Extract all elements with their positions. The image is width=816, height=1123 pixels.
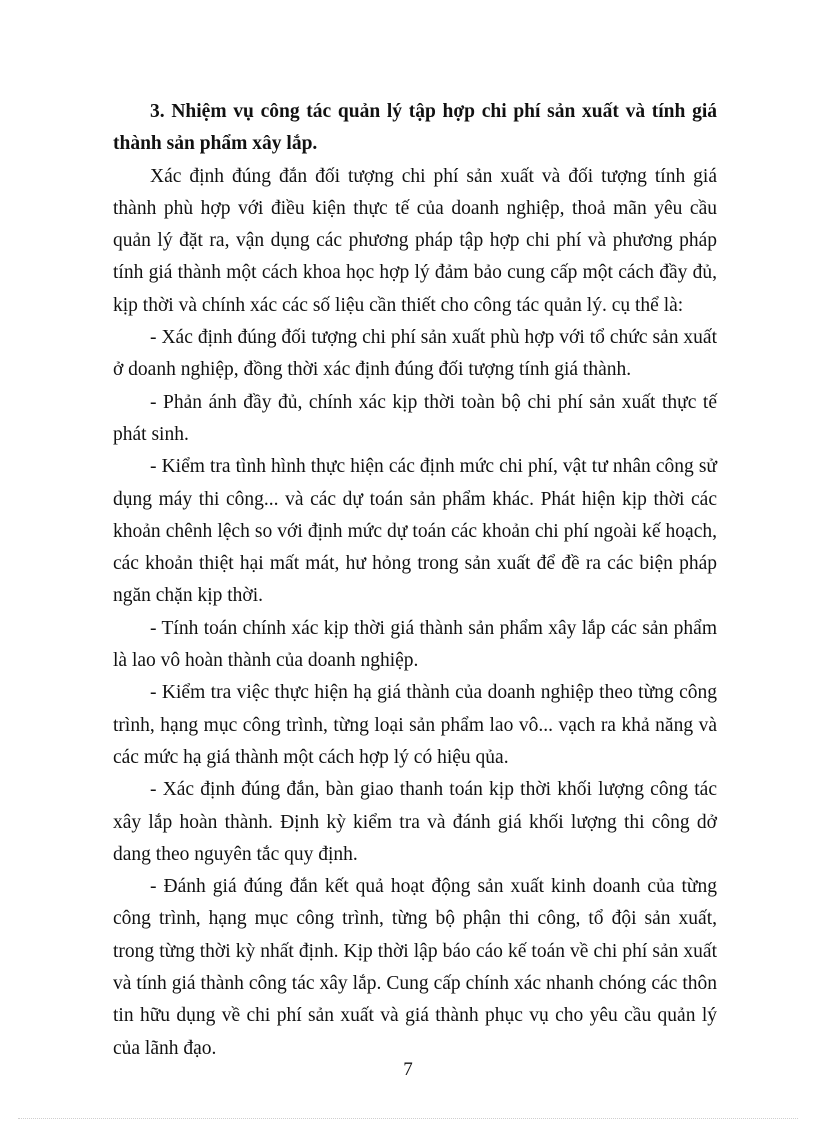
section-heading: 3. Nhiệm vụ công tác quản lý tập hợp chi phí sản xuất và tính giá thành sản phẩm xây lắp.: [113, 101, 717, 155]
paragraph-bullet-3: - Kiểm tra tình hình thực hiện các định mức chi phí, vật tư nhân công sử dụng máy thi công... và các dự toán sản phẩm khác. Phát hiện kịp thời các khoản chênh lệch so với định mức dự toán các khoản chi phí ngoài kế hoạch, các khoản thiệt hại mất mát, hư hỏng trong sản xuất để đề ra các biện pháp ngăn chặn kịp thời.: [113, 456, 717, 607]
page-number: 7: [403, 1059, 413, 1080]
page-bottom-divider: [18, 1118, 798, 1119]
paragraph-bullet-7: - Đánh giá đúng đắn kết quả hoạt động sản xuất kinh doanh của từng công trình, hạng mục công trình, từng bộ phận thi công, tổ đội sản xuất, trong từng thời kỳ nhất định. Kịp thời lập báo cáo kế toán về chi phí sản xuất và tính giá thành công tác xây lắp. Cung cấp chính xác nhanh chóng các thôn tin hữu dụng về chi phí sản xuất và giá thành phục vụ cho yêu cầu quản lý của lãnh đạo.: [113, 876, 717, 1059]
paragraph-intro: Xác định đúng đắn đối tượng chi phí sản xuất và đối tượng tính giá thành phù hợp với điều kiện thực tế của doanh nghiệp, thoả mãn yêu cầu quản lý đặt ra, vận dụng các phương pháp tập hợp chi phí và phương pháp tính giá thành một cách khoa học hợp lý đảm bảo cung cấp một cách đầy đủ, kịp thời và chính xác các số liệu cần thiết cho công tác quản lý. cụ thể là:: [113, 165, 717, 316]
paragraph-bullet-2: - Phản ánh đầy đủ, chính xác kịp thời toàn bộ chi phí sản xuất thực tế phát sinh.: [113, 391, 717, 445]
paragraph-bullet-6: - Xác định đúng đắn, bàn giao thanh toán kịp thời khối lượng công tác xây lắp hoàn thành. Định kỳ kiểm tra và đánh giá khối lượng thi công dở dang theo nguyên tắc quy định.: [113, 779, 717, 865]
paragraph-bullet-4: - Tính toán chính xác kịp thời giá thành sản phẩm xây lắp các sản phẩm là lao vô hoàn thành của doanh nghiệp.: [113, 617, 717, 672]
paragraph-bullet-1: - Xác định đúng đối tượng chi phí sản xuất phù hợp với tổ chức sản xuất ở doanh nghiệp, đồng thời xác định đúng đối tượng tính giá thành.: [113, 327, 717, 381]
paragraph-bullet-5: - Kiểm tra việc thực hiện hạ giá thành của doanh nghiệp theo từng công trình, hạng mục công trình, từng loại sản phẩm lao vô... vạch ra khả năng và các mức hạ giá thành một cách hợp lý có hiệu qủa.: [113, 682, 717, 768]
document-body: [113, 96, 717, 1065]
